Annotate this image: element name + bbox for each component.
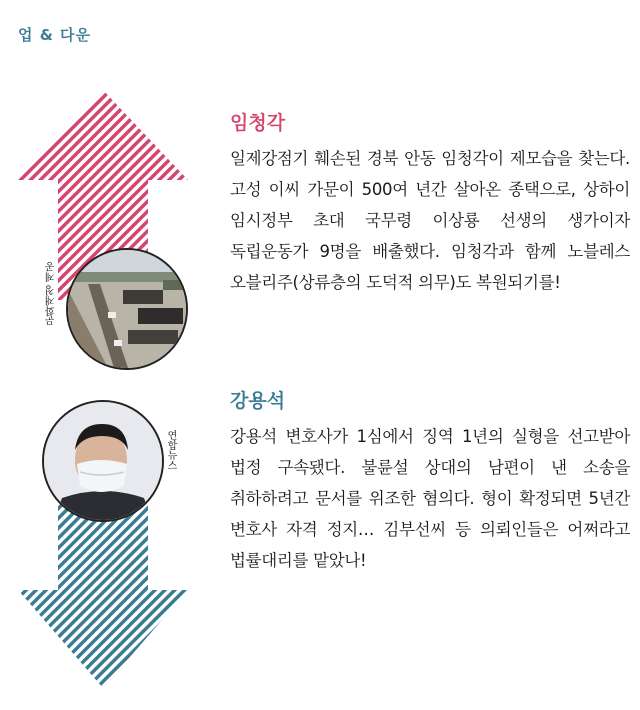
photo-credit-down: 연합뉴스 xyxy=(165,430,176,470)
down-item xyxy=(230,386,630,576)
imcheonggak-photo xyxy=(66,248,188,370)
up-text: 일제강점기 훼손된 경북 안동 임청각이 제모습을 찾는다. 고성 이씨 가문이 500여 년간 살아온 종택으로, 상하이 임시정부 초대 국무령 이상룡 선생의 생가이자 독립운동가 9명을 배출했다. 임청각과 함께 노블레스 오블리주(상류층의 도덕적 의무)도 복원되기를! xyxy=(230,149,630,292)
up-name: 임청각 xyxy=(230,112,286,134)
up-item xyxy=(230,108,630,298)
photo-credit-up: 문화재청 제공 xyxy=(46,262,57,326)
down-text: 강용석 변호사가 1심에서 징역 1년의 실형을 선고받아 법정 구속됐다. 불륜설 상대의 남편이 낸 소송을 취하하려고 문서를 위조한 혐의다. 형이 확정되면 5년간 변호사 자격 정지… 김부선씨 등 의뢰인들은 어쩌라고 법률대리를 맡았나! xyxy=(230,427,630,570)
arrow-down-icon xyxy=(18,500,188,688)
kang-yongseok-photo xyxy=(42,400,164,522)
section-label: 업 & 다운 xyxy=(18,26,91,44)
down-name: 강용석 xyxy=(230,390,286,412)
